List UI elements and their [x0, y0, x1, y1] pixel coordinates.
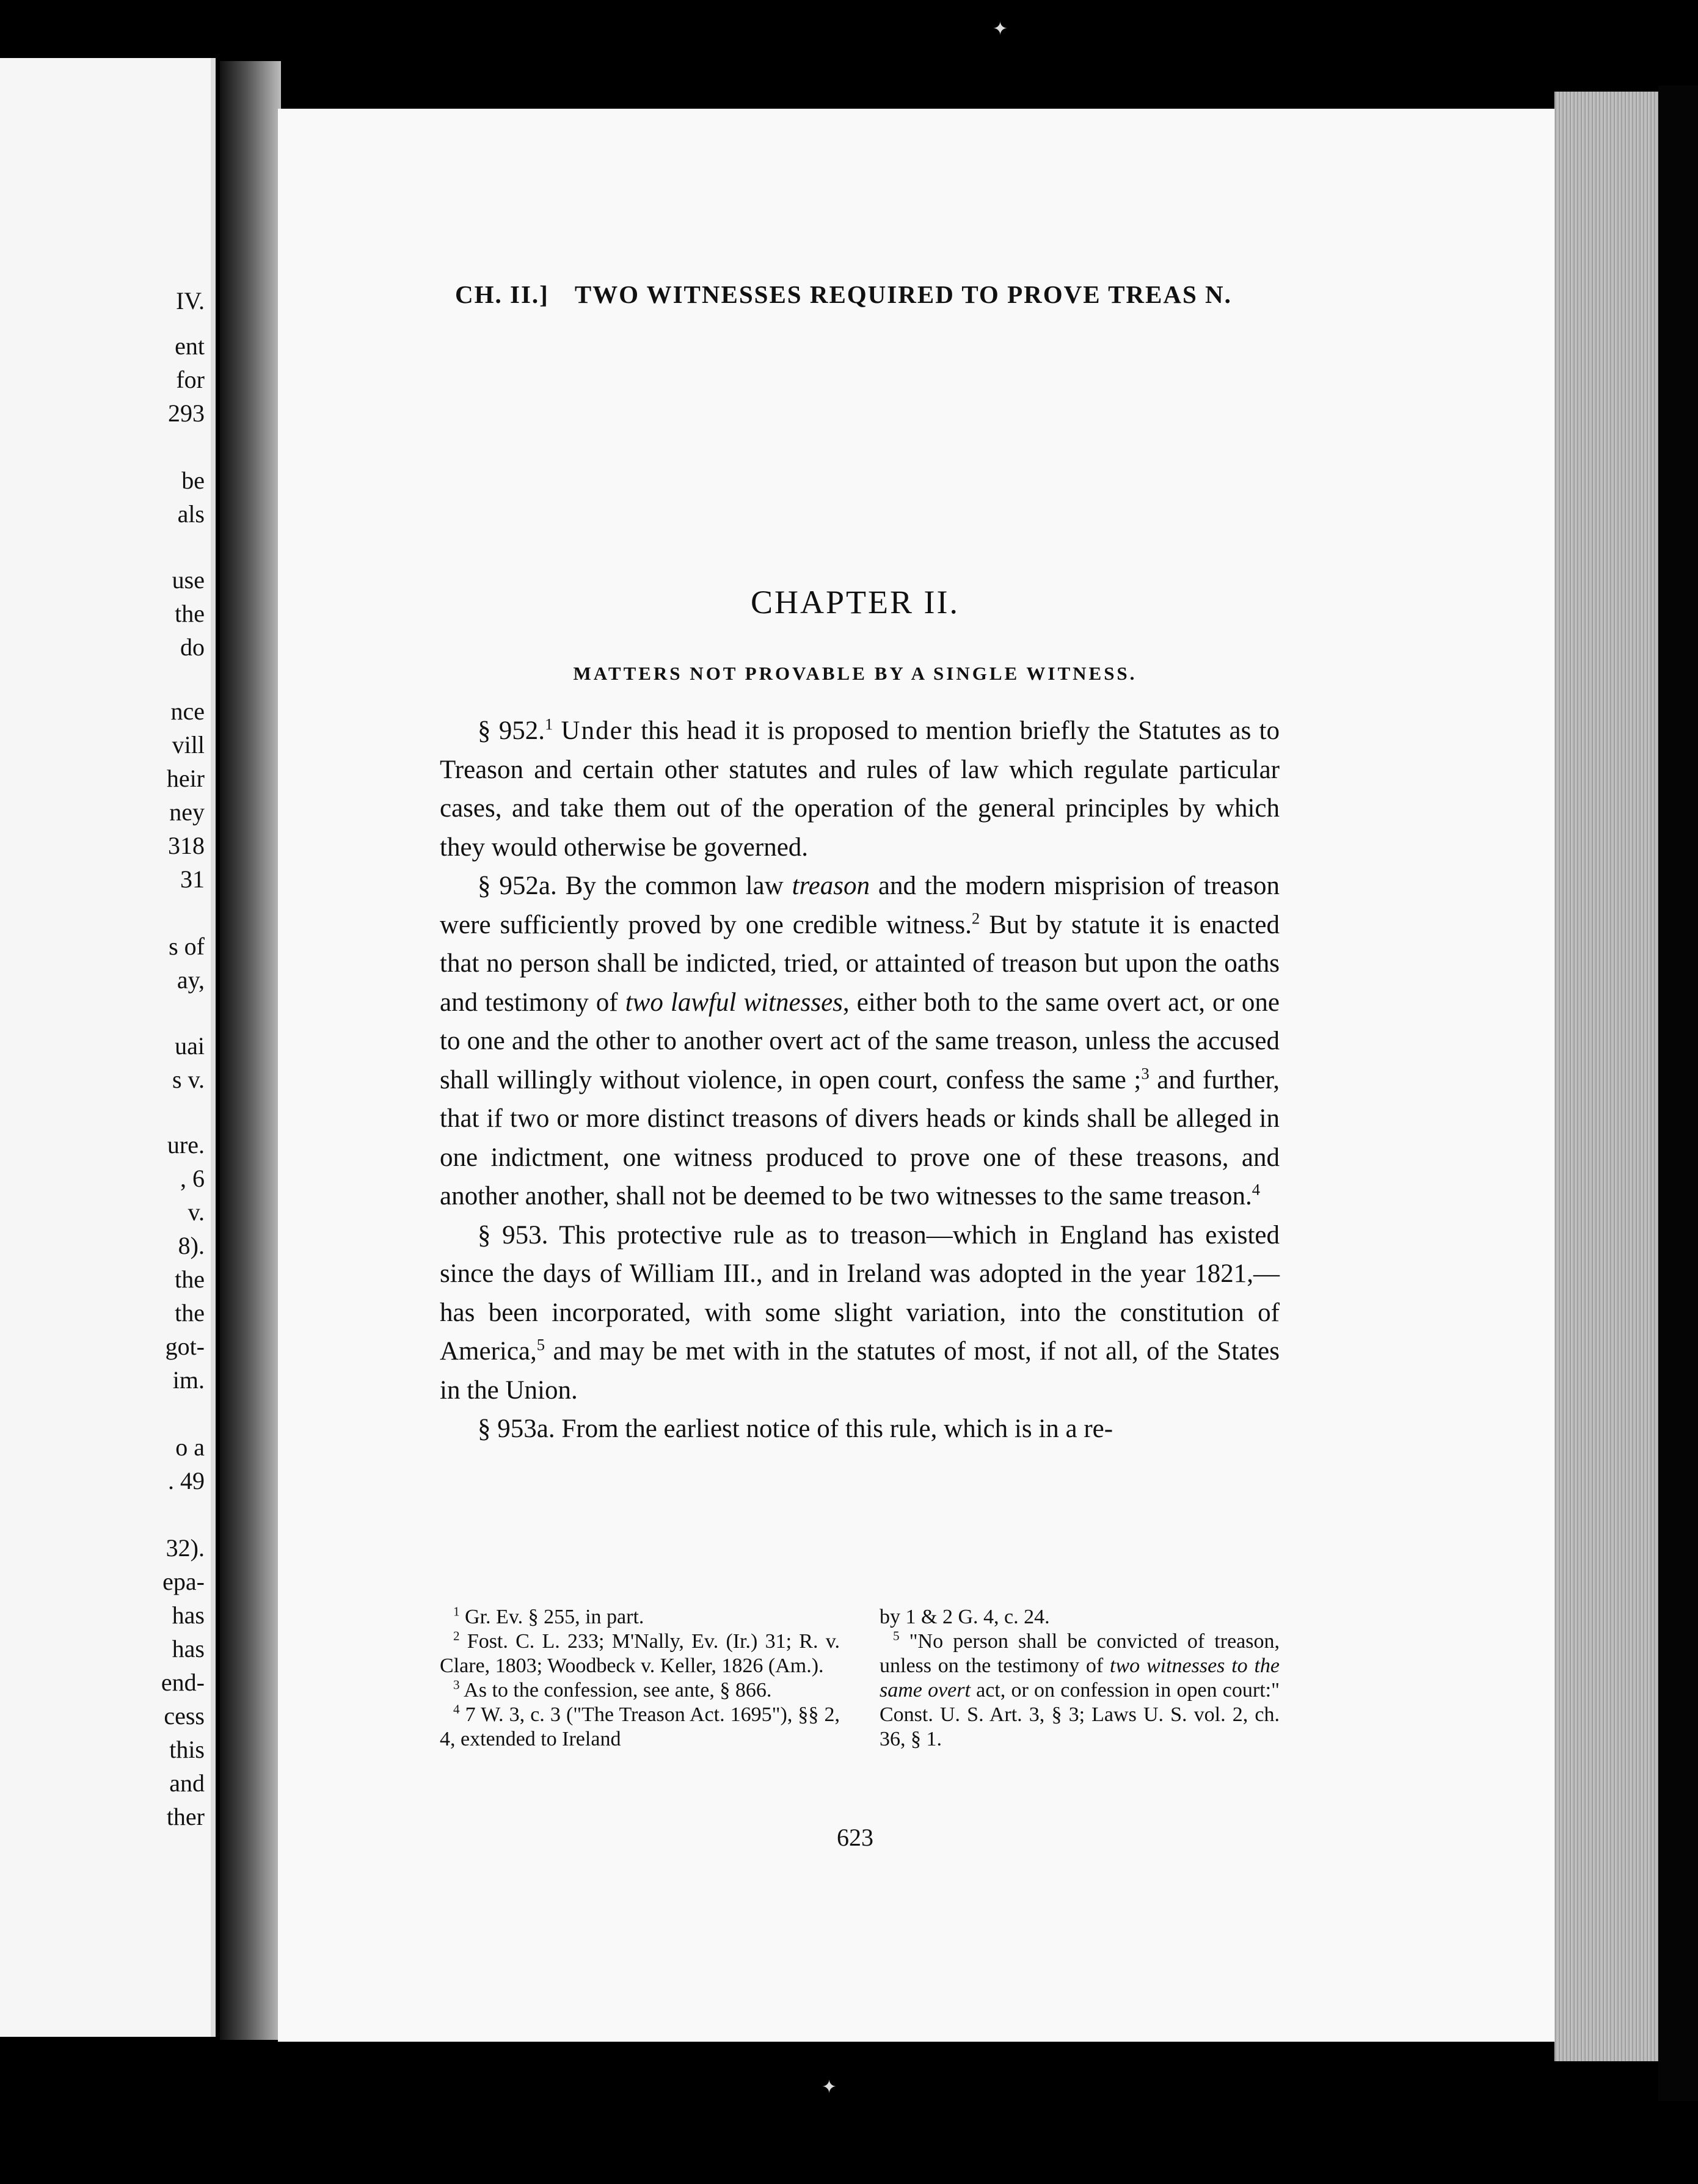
paragraph-952: [440, 712, 1280, 867]
footnote-ref: 3: [1141, 1064, 1150, 1083]
italic-term: treason: [792, 872, 870, 900]
footnote-ref: 5: [536, 1335, 545, 1354]
left-page-fragment: , 6: [180, 1165, 205, 1192]
body-text: [440, 712, 1280, 1449]
footnotes: [440, 1605, 1280, 1752]
left-page-fragment: cess: [164, 1702, 205, 1730]
running-head-chapter: CH. II.]: [455, 280, 549, 308]
left-page-fragment: has: [172, 1601, 205, 1629]
italic-term: two lawful witnesses: [625, 988, 843, 1017]
left-page-fragment: end-: [161, 1669, 205, 1696]
left-page-fragment: use: [172, 566, 205, 594]
left-page-fragment: epa-: [162, 1568, 205, 1595]
book-gutter: [220, 61, 281, 2040]
running-head-title: TWO WITNESSES REQUIRED TO PROVE TREAS N.: [574, 280, 1232, 308]
footnote-ref: 4: [1252, 1180, 1261, 1199]
paragraph-text: and further, that if two or more distinct treasons of divers heads or kinds shall be alleged in one indictment, one witness produced to prove one of these treasons, and another another, shall not be deemed to be two witnesses to the same treason.: [440, 1065, 1280, 1210]
left-page-fragment: and: [169, 1769, 205, 1797]
footnotes-right-column: [880, 1605, 1280, 1752]
left-page-fragment: 31: [180, 865, 205, 893]
footnote-ref: 1: [544, 715, 553, 733]
footnote-4-continued: by 1 & 2 G. 4, c. 24.: [880, 1606, 1050, 1628]
footnote-number: 3: [453, 1677, 460, 1692]
left-page-fragment: uai: [175, 1032, 205, 1060]
left-page-fragment: v.: [188, 1198, 205, 1226]
left-page-fragment: als: [177, 500, 205, 528]
left-page-fragment: 293: [168, 399, 205, 427]
left-page-fragment: ther: [166, 1803, 205, 1830]
page-number: 623: [837, 1824, 873, 1851]
paragraph-952a: [440, 867, 1280, 1216]
left-page-fragment: s v.: [172, 1066, 205, 1093]
paragraph-953a: [440, 1410, 1280, 1449]
footnote-1: [440, 1605, 840, 1629]
footnote-text: Fost. C. L. 233; M'Nally, Ev. (Ir.) 31; R. v. Clare, 1803; Woodbeck v. Keller, 1826 (Am.).: [440, 1630, 840, 1677]
chapter-subtitle: MATTERS NOT PROVABLE BY A SINGLE WITNESS.: [573, 663, 1137, 684]
left-page-fragment: do: [180, 633, 205, 661]
lead-word: Under: [561, 716, 633, 745]
left-page-fragment: heir: [166, 765, 205, 792]
left-page-fragment: the: [175, 1265, 205, 1293]
left-page-fragment: ney: [169, 798, 205, 826]
left-page-fragment: this: [169, 1736, 205, 1763]
footnote-text: As to the confession, see ante, § 866.: [459, 1679, 772, 1702]
footnote-number: 2: [453, 1628, 460, 1643]
left-page-fragment: 8).: [178, 1232, 205, 1259]
book-edge-shadow: [1658, 86, 1698, 2101]
footnote-number: 1: [453, 1604, 460, 1619]
section-number: § 952a.: [478, 872, 557, 900]
scan-speck: ✦: [993, 19, 1008, 39]
footnote-ref: 2: [971, 909, 980, 928]
left-page-fragment: IV.: [175, 287, 205, 315]
section-number: § 953a.: [478, 1414, 555, 1443]
paragraph-text: and the modern misprision of treason were sufficiently proved by one credible witness.: [440, 872, 1280, 939]
left-page-fragment: ure.: [167, 1131, 205, 1159]
paragraph-text: and may be met with in the statutes of most, if not all, of the States in the Union.: [440, 1337, 1280, 1405]
left-page-fragment: nce: [170, 697, 205, 725]
left-page-fragment: vill: [172, 731, 205, 759]
paragraph-text: By the common law: [556, 872, 792, 900]
paragraph-text: , either both to the same overt act, or one to one and the other to another overt act of the same treason, unless the accused shall willingly without violence, in open court, confess the same ;: [440, 988, 1280, 1094]
footnote-text: 7 W. 3, c. 3 ("The Treason Act. 1695"), §§ 2, 4, extended to Ireland: [440, 1703, 840, 1750]
footnote-text: act, or on confession in open court:" Const. U. S. Art. 3, § 3; Laws U. S. vol. 2, ch. 36, § 1.: [880, 1679, 1280, 1750]
paragraph-953: [440, 1216, 1280, 1410]
scan-speck: ✦: [822, 2077, 837, 2097]
left-page-fragment: be: [181, 467, 205, 494]
footnote-3: [440, 1678, 840, 1703]
left-page-fragment: ay,: [177, 966, 205, 994]
chapter-title: CHAPTER II.: [751, 584, 960, 621]
left-page-fragment: for: [176, 366, 205, 393]
left-page-fragment: 32).: [166, 1534, 205, 1562]
left-page-fragment: o a: [175, 1433, 205, 1461]
footnote-4: [440, 1703, 840, 1752]
left-page-fragment: 318: [168, 832, 205, 859]
footnote-text: Gr. Ev. § 255, in part.: [459, 1606, 644, 1628]
left-page-fragment: s of: [169, 933, 205, 960]
left-page-fragment: the: [175, 600, 205, 627]
footnote-number: 4: [453, 1702, 460, 1717]
left-page-fragment: has: [172, 1635, 205, 1662]
left-page-fragment: ent: [175, 332, 205, 360]
running-head: [455, 280, 1249, 309]
footnote-italic: two witnesses to the same overt: [880, 1654, 1280, 1702]
footnotes-left-column: [440, 1605, 840, 1752]
footnote-2: [440, 1629, 840, 1678]
footnote-number: 5: [893, 1628, 900, 1643]
section-number: § 952.: [478, 716, 545, 745]
footnote-text: "No person shall be convicted of treason, unless on the testimony of: [880, 1630, 1280, 1677]
paragraph-text: this head it is proposed to mention briefly the Statutes as to Treason and certain other statutes and rules of law which regulate particular cases, and take them out of the operation of the general principles by which they would otherwise be governed.: [440, 716, 1280, 862]
page-edges: [1554, 92, 1658, 2061]
paragraph-text: This protective rule as to treason—which in England has existed since the days of William III., and in Ireland was adopted in the year 1821,—has been incorporated, with some slight variation, into the constitution of America,: [440, 1220, 1280, 1366]
left-page-fragment: got-: [165, 1333, 205, 1360]
left-page-fragment: the: [175, 1299, 205, 1327]
section-number: § 953.: [478, 1220, 548, 1250]
left-page-fragment: im.: [172, 1366, 205, 1394]
paragraph-text: But by statute it is enacted that no person shall be indicted, tried, or attainted of treason but upon the oaths and testimony of: [440, 910, 1280, 1017]
left-page: [0, 58, 216, 2037]
footnote-5: [880, 1629, 1280, 1752]
left-page-fragment: . 49: [168, 1467, 205, 1494]
paragraph-text: From the earliest notice of this rule, which is in a re-: [555, 1414, 1113, 1443]
